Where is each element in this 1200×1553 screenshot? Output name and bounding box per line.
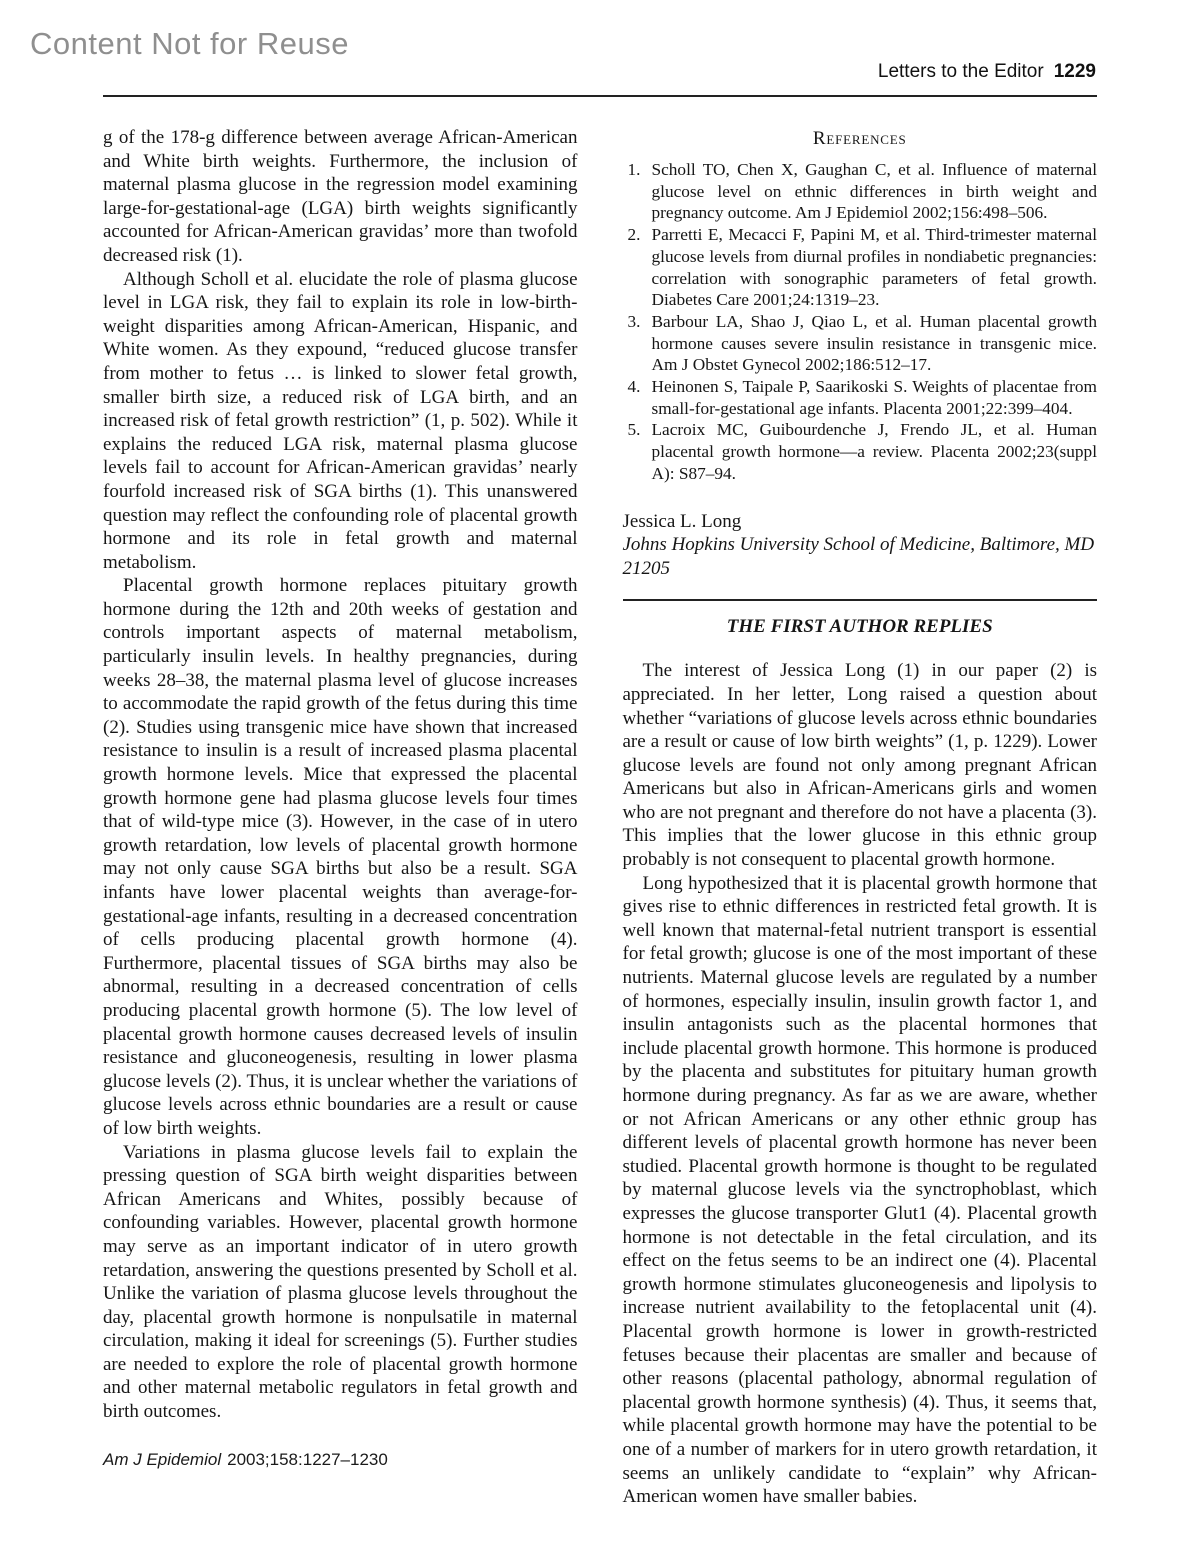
running-head-section: Letters to the Editor (877, 61, 1044, 82)
running-head (878, 61, 1096, 83)
reference-text: Parretti E, Mecacci F, Papini M, et al. Third-trimester maternal glucose levels from diurnal profiles in nondiabetic pregnancies: correlation with sonographic parameters of fetal growth. Diabetes Care 2001;24:1319–23. (651, 225, 1097, 310)
content-columns (103, 126, 1097, 1509)
header-rule (103, 95, 1097, 97)
reference-list (623, 159, 1098, 485)
journal-name: Am J Epidemiol (103, 1449, 222, 1469)
reply-heading: THE FIRST AUTHOR REPLIES (726, 616, 993, 638)
reference-text: Lacroix MC, Guibourdenche J, Frendo JL, et al. Human placental growth hormone—a review. Placenta 2002;23(suppl A): S87–94. (651, 420, 1097, 483)
reference-item (623, 376, 1098, 419)
author-affiliation: Johns Hopkins University School of Medicine, Baltimore, MD 21205 (622, 534, 1095, 579)
reference-item (623, 159, 1098, 224)
letter-paragraph-3: Placental growth hormone replaces pituitary growth hormone during the 12th and 20th weeks of gestation and controls important aspects of maternal metabolism, particularly insulin levels. In healthy pregnancies, during weeks 28–38, the maternal plasma level of glucose increases to accommodate the rapid growth of the fetus during this time (2). Studies using transgenic mice have shown that increased resistance to insulin is a result of increased plasma placental growth hormone levels. Mice that expressed the placental growth hormone gene had plasma glucose levels four times that of wild-type mice (3). However, in the case of in utero growth retardation, low levels of placental growth hormone may not only cause SGA births but also be a result. SGA infants have lower placental weights than average-for-gestational-age infants, resulting in a decreased concentration of cells producing placental growth hormone (4). Furthermore, placental tissues of SGA births may also be abnormal, resulting in a decreased concentration of cells producing placental growth hormone (5). The low level of placental growth hormone causes decreased levels of insulin resistance and gluconeogenesis, resulting in lower plasma glucose levels (2). Thus, it is unclear whether the variations of glucose levels across ethnic boundaries are a result or cause of low birth weights. (103, 575, 578, 1139)
page-number: 1229 (1053, 61, 1096, 82)
journal-citation (103, 1450, 578, 1470)
left-column (103, 126, 578, 1509)
citation-numbers: 2003;158:1227–1230 (227, 1449, 388, 1469)
letter-paragraph-4: Variations in plasma glucose levels fail to explain the pressing question of SGA birth weight disparities between African Americans and Whites, possibly because of confounding variables. However, placental growth hormone may serve as an important indicator of in utero growth retardation, answering the questions presented by Scholl et al. Unlike the variation of plasma glucose levels throughout the day, placental growth hormone is nonpulsatile in maternal circulation, making it ideal for screenings (5). Further studies are needed to explore the role of placental growth hormone and other maternal metabolic regulators in fetal growth and birth outcomes. (103, 1141, 578, 1423)
reference-item (623, 311, 1098, 376)
reference-number: 2. (627, 225, 641, 245)
letter-paragraph-2: Although Scholl et al. elucidate the role of plasma glucose level in LGA risk, they fail to explain its role in low-birth-weight disparities among African-American, Hispanic, and White women. As they expound, “reduced glucose transfer from mother to fetus … is linked to slower fetal growth, smaller birth size, a reduced risk of LGA birth, and an increased risk of fetal growth restriction” (1, p. 502). While it explains the reduced LGA risk, maternal plasma glucose levels fail to account for African-American gravidas’ nearly fourfold increased risk of SGA births (1). This unanswered question may reflect the confounding role of placental growth hormone and its role in fetal growth and maternal metabolism. (103, 268, 578, 573)
reference-text: Scholl TO, Chen X, Gaughan C, et al. Influence of maternal glucose level on ethnic differences in birth weight and pregnancy outcome. Am J Epidemiol 2002;156:498–506. (651, 160, 1097, 223)
letter-paragraph-1: g of the 178-g difference between average African-American and White birth weights. Furthermore, the inclusion of maternal plasma glucose in the regression model examining large-for-gestational-age (LGA) birth weights significantly accounted for African-American gravidas’ more than twofold decreased risk (1). (103, 127, 578, 266)
reference-text: Heinonen S, Taipale P, Saarikoski S. Weights of placentae from small-for-gestational age infants. Placenta 2001;22:399–404. (651, 377, 1097, 418)
reply-paragraph-1: The interest of Jessica Long (1) in our paper (2) is appreciated. In her letter, Long raised a question about whether “variations of glucose levels across ethnic boundaries are a result or cause of low birth weights” (1, p. 1229). Lower glucose levels are found not only among pregnant African Americans but also in African-Americans girls and women who are not pregnant and therefore do not have a placenta (3). This implies that the lower glucose in this ethnic group probably is not consequent to placental growth hormone. (622, 660, 1097, 871)
reference-item (623, 419, 1098, 484)
references-heading: References (812, 128, 907, 149)
reference-text: Barbour LA, Shao J, Qiao L, et al. Human placental growth hormone causes severe insulin resistance in transgenic mice. Am J Obstet Gynecol 2002;186:512–17. (651, 311, 1097, 375)
reference-number: 1. (627, 160, 641, 179)
reference-item (623, 224, 1098, 311)
reference-number: 5. (627, 420, 641, 440)
reply-paragraph-2: Long hypothesized that it is placental growth hormone that gives rise to ethnic differences in restricted fetal growth. It is well known that maternal-fetal nutrient transport is essential for fetal growth; glucose is one of the most important of these nutrients. Maternal glucose levels are regulated by a number of hormones, especially insulin, insulin growth factor 1, and insulin antagonists such as the placental hormones that include placental growth hormone. This hormone is produced by the placenta and substitutes for pituitary human growth hormone during pregnancy. As far as we are aware, whether or not African Americans or any other ethnic group has different levels of placental growth hormone has never been studied. Placental growth hormone is thought to be regulated by maternal glucose levels via the synctrophoblast, which expresses the glucose transporter Glut1 (4). Placental growth hormone is not detectable in the fetal circulation, and its effect on the fetus seems to be an indirect one (4). Placental growth hormone stimulates gluconeogenesis and lipolysis to increase nutrient availability to the fetoplacental unit (4). Placental growth hormone is lower in growth-restricted fetuses because their placentas are smaller and because of other reasons (placental pathology, abnormal regulation of placental growth hormone synthesis) (4). Thus, it seems that, while placental growth hormone may have the potential to be one of a number of markers for in utero growth retardation, it seems an unlikely candidate to “explain” why African-American women have smaller babies. (622, 872, 1097, 1508)
author-block (623, 510, 1098, 581)
author-name: Jessica L. Long (622, 510, 742, 532)
watermark-text: Content Not for Reuse (30, 26, 349, 61)
reference-number: 4. (627, 377, 641, 397)
right-column (623, 126, 1098, 1509)
reference-number: 3. (627, 311, 641, 331)
section-divider-rule (623, 599, 1098, 601)
